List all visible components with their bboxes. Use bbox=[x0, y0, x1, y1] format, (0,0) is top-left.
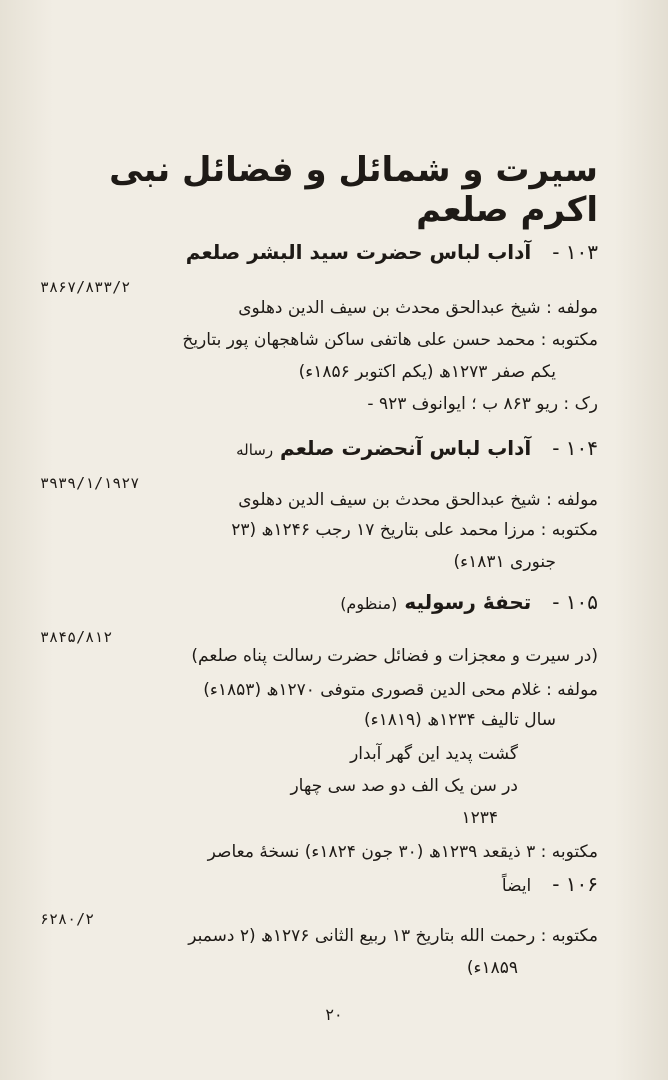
page-number: ۲۰ bbox=[325, 1005, 343, 1024]
entry-number: ۱۰۳ - bbox=[552, 240, 598, 264]
entry-105-heading bbox=[340, 590, 598, 614]
entry-103-heading bbox=[186, 240, 598, 264]
entry-106-copied: مکتوبه : رحمت الله بتاریخ ۱۳ ربیع الثانی ۱۲۷۶ھ (۲ دسمبر bbox=[188, 926, 598, 946]
entry-106-ref: ۶۲۸۰/۲ bbox=[40, 910, 95, 928]
entry-106-heading bbox=[502, 872, 598, 896]
entry-title: آداب لباس حضرت سید البشر صلعم bbox=[185, 240, 532, 264]
entry-105-subject: (در سیرت و معجزات و فضائل حضرت رسالت پناه صلعم) bbox=[191, 646, 598, 666]
page-title: سیرت و شمائل و فضائل نبی اکرم صلعم bbox=[109, 150, 598, 230]
entry-105-author: مولفه : غلام محی الدین قصوری متوفی ۱۲۷۰ھ (۱۸۵۳ء) bbox=[203, 680, 598, 700]
entry-103-ref: ۳۸۶۷/۸۳۳/۲ bbox=[40, 278, 131, 296]
entry-103-copied-date: یکم صفر ۱۲۷۳ھ (یکم اکتوبر ۱۸۵۶ء) bbox=[298, 362, 556, 382]
entry-number: ۱۰۴ - bbox=[552, 436, 598, 460]
entry-title: آداب لباس آنحضرت صلعم bbox=[280, 436, 532, 460]
entry-103-author: مولفه : شیخ عبدالحق محدث بن سیف الدین دھلوی bbox=[238, 298, 598, 318]
entry-105-copied: مکتوبه : ۳ ذیقعد ۱۲۳۹ھ (۳۰ جون ۱۸۲۴ء) نسخهٔ معاصر bbox=[207, 842, 598, 862]
entry-number: ۱۰۶ - bbox=[552, 872, 598, 896]
entry-104-ref: ۳۹۳۹/۱/۱۹۲۷ bbox=[40, 474, 140, 492]
entry-106-copied-date: ۱۸۵۹ء) bbox=[466, 958, 518, 978]
entry-103-references: رک : ریو ۸۶۳ ب ؛ ایوانوف ۹۲۳ - bbox=[367, 394, 598, 414]
entry-103-copied: مکتوبه : محمد حسن علی ھاتفی ساکن شاھجھان پور بتاریخ bbox=[182, 330, 598, 350]
entry-104-author: مولفه : شیخ عبدالحق محدث بن سیف الدین دھلوی bbox=[238, 490, 598, 510]
entry-title-suffix: (منظوم) bbox=[340, 594, 398, 613]
entry-104-heading bbox=[236, 436, 598, 460]
entry-104-copied: مکتوبه : مرزا محمد علی بتاریخ ۱۷ رجب ۱۲۴۶ھ (۲۳ bbox=[231, 520, 598, 540]
entry-title: تحفهٔ رسولیه bbox=[404, 590, 532, 614]
entry-104-copied-date: جنوری ۱۸۳۱ء) bbox=[453, 552, 556, 572]
entry-title-suffix: رساله bbox=[236, 441, 274, 459]
entry-105-year: سال تالیف ۱۲۳۴ھ (۱۸۱۹ء) bbox=[363, 710, 556, 730]
entry-number: ۱۰۵ - bbox=[552, 590, 598, 614]
entry-title: ایضاً bbox=[501, 876, 532, 896]
entry-105-verse-3: ۱۲۳۴ bbox=[461, 808, 498, 828]
entry-105-verse-2: در سن یک الف دو صد سی چهار bbox=[290, 776, 518, 796]
entry-105-verse-1: گشت پدید این گهر آبدار bbox=[350, 744, 518, 764]
entry-105-ref: ۳۸۴۵/۸۱۲ bbox=[40, 628, 113, 646]
